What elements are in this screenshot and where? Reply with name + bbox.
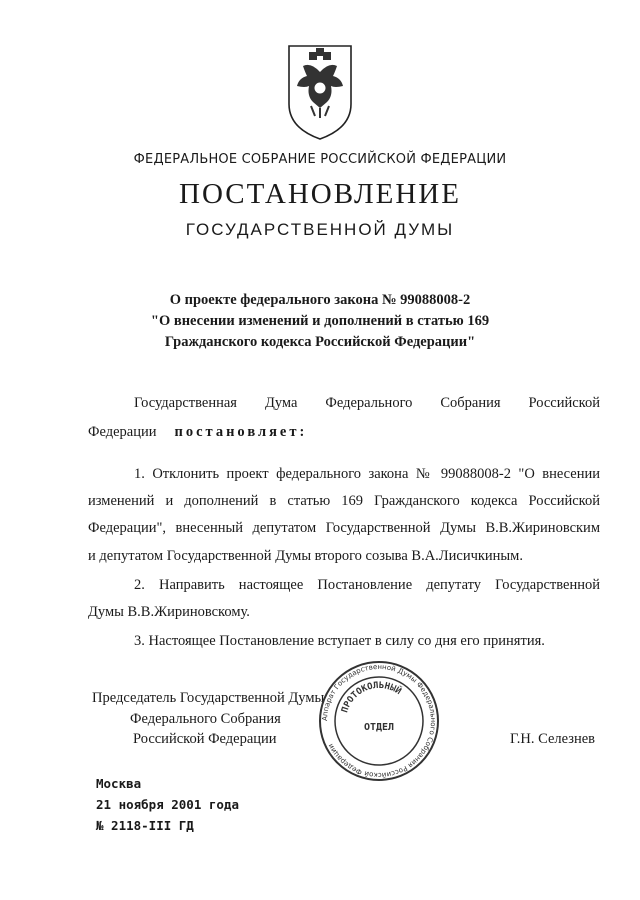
item-line: 2. Направить настоящее Постановление депутату Государственной <box>134 577 600 593</box>
stamp-inner-text: ПРОТОКОЛЬНЫЙ <box>340 680 403 715</box>
subject-line: О проекте федерального закона № 99088008-2 <box>169 292 471 308</box>
item-line: изменений и дополнений в статью 169 Гражданского кодекса Российской <box>88 493 600 509</box>
item-line: 1. Отклонить проект федерального закона № 99088008-2 "О внесении <box>134 466 600 482</box>
decree-word: постановляет: <box>174 424 308 440</box>
item-line: и депутатом Государственной Думы второго созыва В.А.Лисичкиным. <box>88 548 523 564</box>
subject-line: "О внесении изменений и дополнений в статью 169 <box>150 313 490 329</box>
document-title: ПОСТАНОВЛЕНИЕ <box>179 178 461 210</box>
coat-of-arms-icon <box>285 42 355 142</box>
item-line: Думы В.В.Жириновскому. <box>88 604 250 620</box>
item-line: Федерации", внесенный депутатом Государственной Думы В.В.Жириновским <box>88 520 600 536</box>
office-stamp <box>318 660 440 782</box>
preamble-line: Государственная Дума Федерального Собрания Российской <box>134 395 600 411</box>
footer-date: 21 ноября 2001 года <box>96 797 239 812</box>
subject-heading <box>0 290 640 353</box>
signatory-position: Российской Федерации <box>133 731 277 747</box>
signatory-position: Председатель Государственной Думы <box>92 690 325 706</box>
signatory-position: Федерального Собрания <box>130 711 281 727</box>
document-subtitle: ГОСУДАРСТВЕННОЙ ДУМЫ <box>185 220 455 239</box>
preamble-word: Федерации <box>88 424 157 440</box>
footer-city: Москва <box>96 776 142 791</box>
footer-number: № 2118-III ГД <box>96 818 194 833</box>
organization-name: ФЕДЕРАЛЬНОЕ СОБРАНИЕ РОССИЙСКОЙ ФЕДЕРАЦИИ <box>133 152 507 167</box>
stamp-center-text: ОТДЕЛ <box>363 722 395 733</box>
subject-line: Гражданского кодекса Российской Федерации" <box>164 334 476 350</box>
preamble-line <box>88 424 307 441</box>
stamp-outer-text: Аппарат Государственной Думы Федерального Собрания Российской Федерации <box>320 662 438 780</box>
item-line: 3. Настоящее Постановление вступает в силу со дня его принятия. <box>134 633 545 649</box>
signatory-name: Г.Н. Селезнев <box>510 731 595 747</box>
